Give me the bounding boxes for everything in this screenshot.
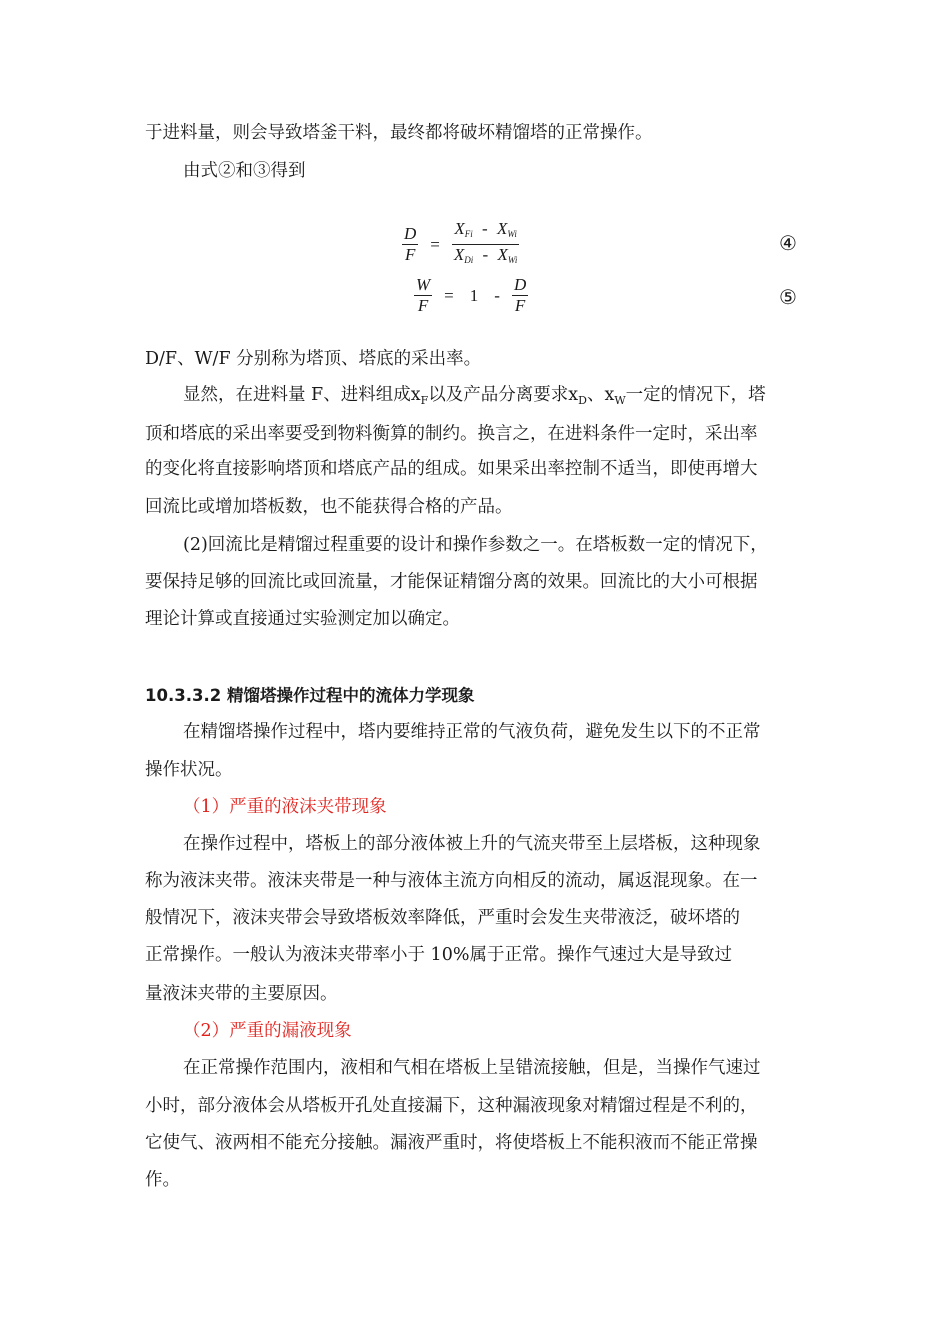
denominator: XDi - XWi [453,245,518,265]
equals-sign: = [430,234,440,254]
text-line: 的变化将直接影响塔顶和塔底产品的组成。如果采出率控制不适当，即使再增大 [145,459,758,479]
text-line: 小时，部分液体会从塔板开孔处直接漏下，这种漏液现象对精馏过程是不利的， [145,1096,758,1116]
subheading-entrainment: （1）严重的液沫夹带现象 [183,797,387,817]
numerator: XFi - XWi [454,219,517,239]
text-line: 回流比或增加塔板数，也不能获得合格的产品。 [145,497,513,517]
text-line: 它使气、液两相不能充分接触。漏液严重时，将使塔板上不能积液而不能正常操 [145,1133,758,1153]
text-line: (2)回流比是精馏过程重要的设计和操作参数之一。在塔板数一定的情况下， [183,535,768,555]
text-line: 顶和塔底的采出率要受到物料衡算的制约。换言之，在进料条件一定时，采出率 [145,424,758,444]
fraction-d-over-f [402,224,418,265]
denominator: F [417,296,429,315]
text-line: 于进料量，则会导致塔釜干料，最终都将破坏精馏塔的正常操作。 [145,123,653,143]
text-line: 在操作过程中，塔板上的部分液体被上升的气流夹带至上层塔板，这种现象 [183,834,761,854]
fraction-w-over-f [414,275,432,316]
text-line: 要保持足够的回流比或回流量，才能保证精馏分离的效果。回流比的大小可根据 [145,572,758,592]
equation-number: ⑤ [779,285,797,309]
equals-sign: = [444,285,454,305]
text-line: 作。 [145,1170,180,1190]
text-line: 称为液沫夹带。液沫夹带是一种与液体主流方向相反的流动，属返混现象。在一 [145,871,758,891]
numerator: W [416,275,431,294]
text-line: 正常操作。一般认为液沫夹带率小于 10%属于正常。操作气速过大是导致过 [145,945,732,965]
equation-number: ④ [779,231,797,255]
text-line: 在正常操作范围内，液相和气相在塔板上呈错流接触，但是，当操作气速过 [183,1058,761,1078]
text-line: 由式②和③得到 [183,161,306,181]
denominator: F [404,245,416,264]
numerator: D [513,275,527,294]
minus-sign: - [494,285,500,305]
text-line: 量液沫夹带的主要原因。 [145,984,338,1004]
constant-one: 1 [469,285,479,305]
numerator: D [404,224,417,243]
text-line: D/F、W/F 分别称为塔顶、塔底的采出率。 [145,349,482,369]
section-heading: 10.3.3.2 精馏塔操作过程中的流体力学现象 [145,686,475,705]
denominator: F [514,296,526,315]
fraction-d-over-f [512,275,528,316]
fraction-composition [452,219,519,270]
text-line: 在精馏塔操作过程中，塔内要维持正常的气液负荷，避免发生以下的不正常 [183,722,761,742]
text-line: 操作状况。 [145,760,233,780]
text-line: 显然，在进料量 F、进料组成$x_F$以及产品分离要求$x_D$、$x_W$一定的情况下，塔 [183,385,766,407]
text-line: 理论计算或直接通过实验测定加以确定。 [145,609,460,629]
equation-4 [402,219,519,270]
subheading-leakage: （2）严重的漏液现象 [183,1021,352,1041]
equation-5 [414,275,528,316]
text-line: 般情况下，液沫夹带会导致塔板效率降低，严重时会发生夹带液泛，破坏塔的 [145,908,740,928]
